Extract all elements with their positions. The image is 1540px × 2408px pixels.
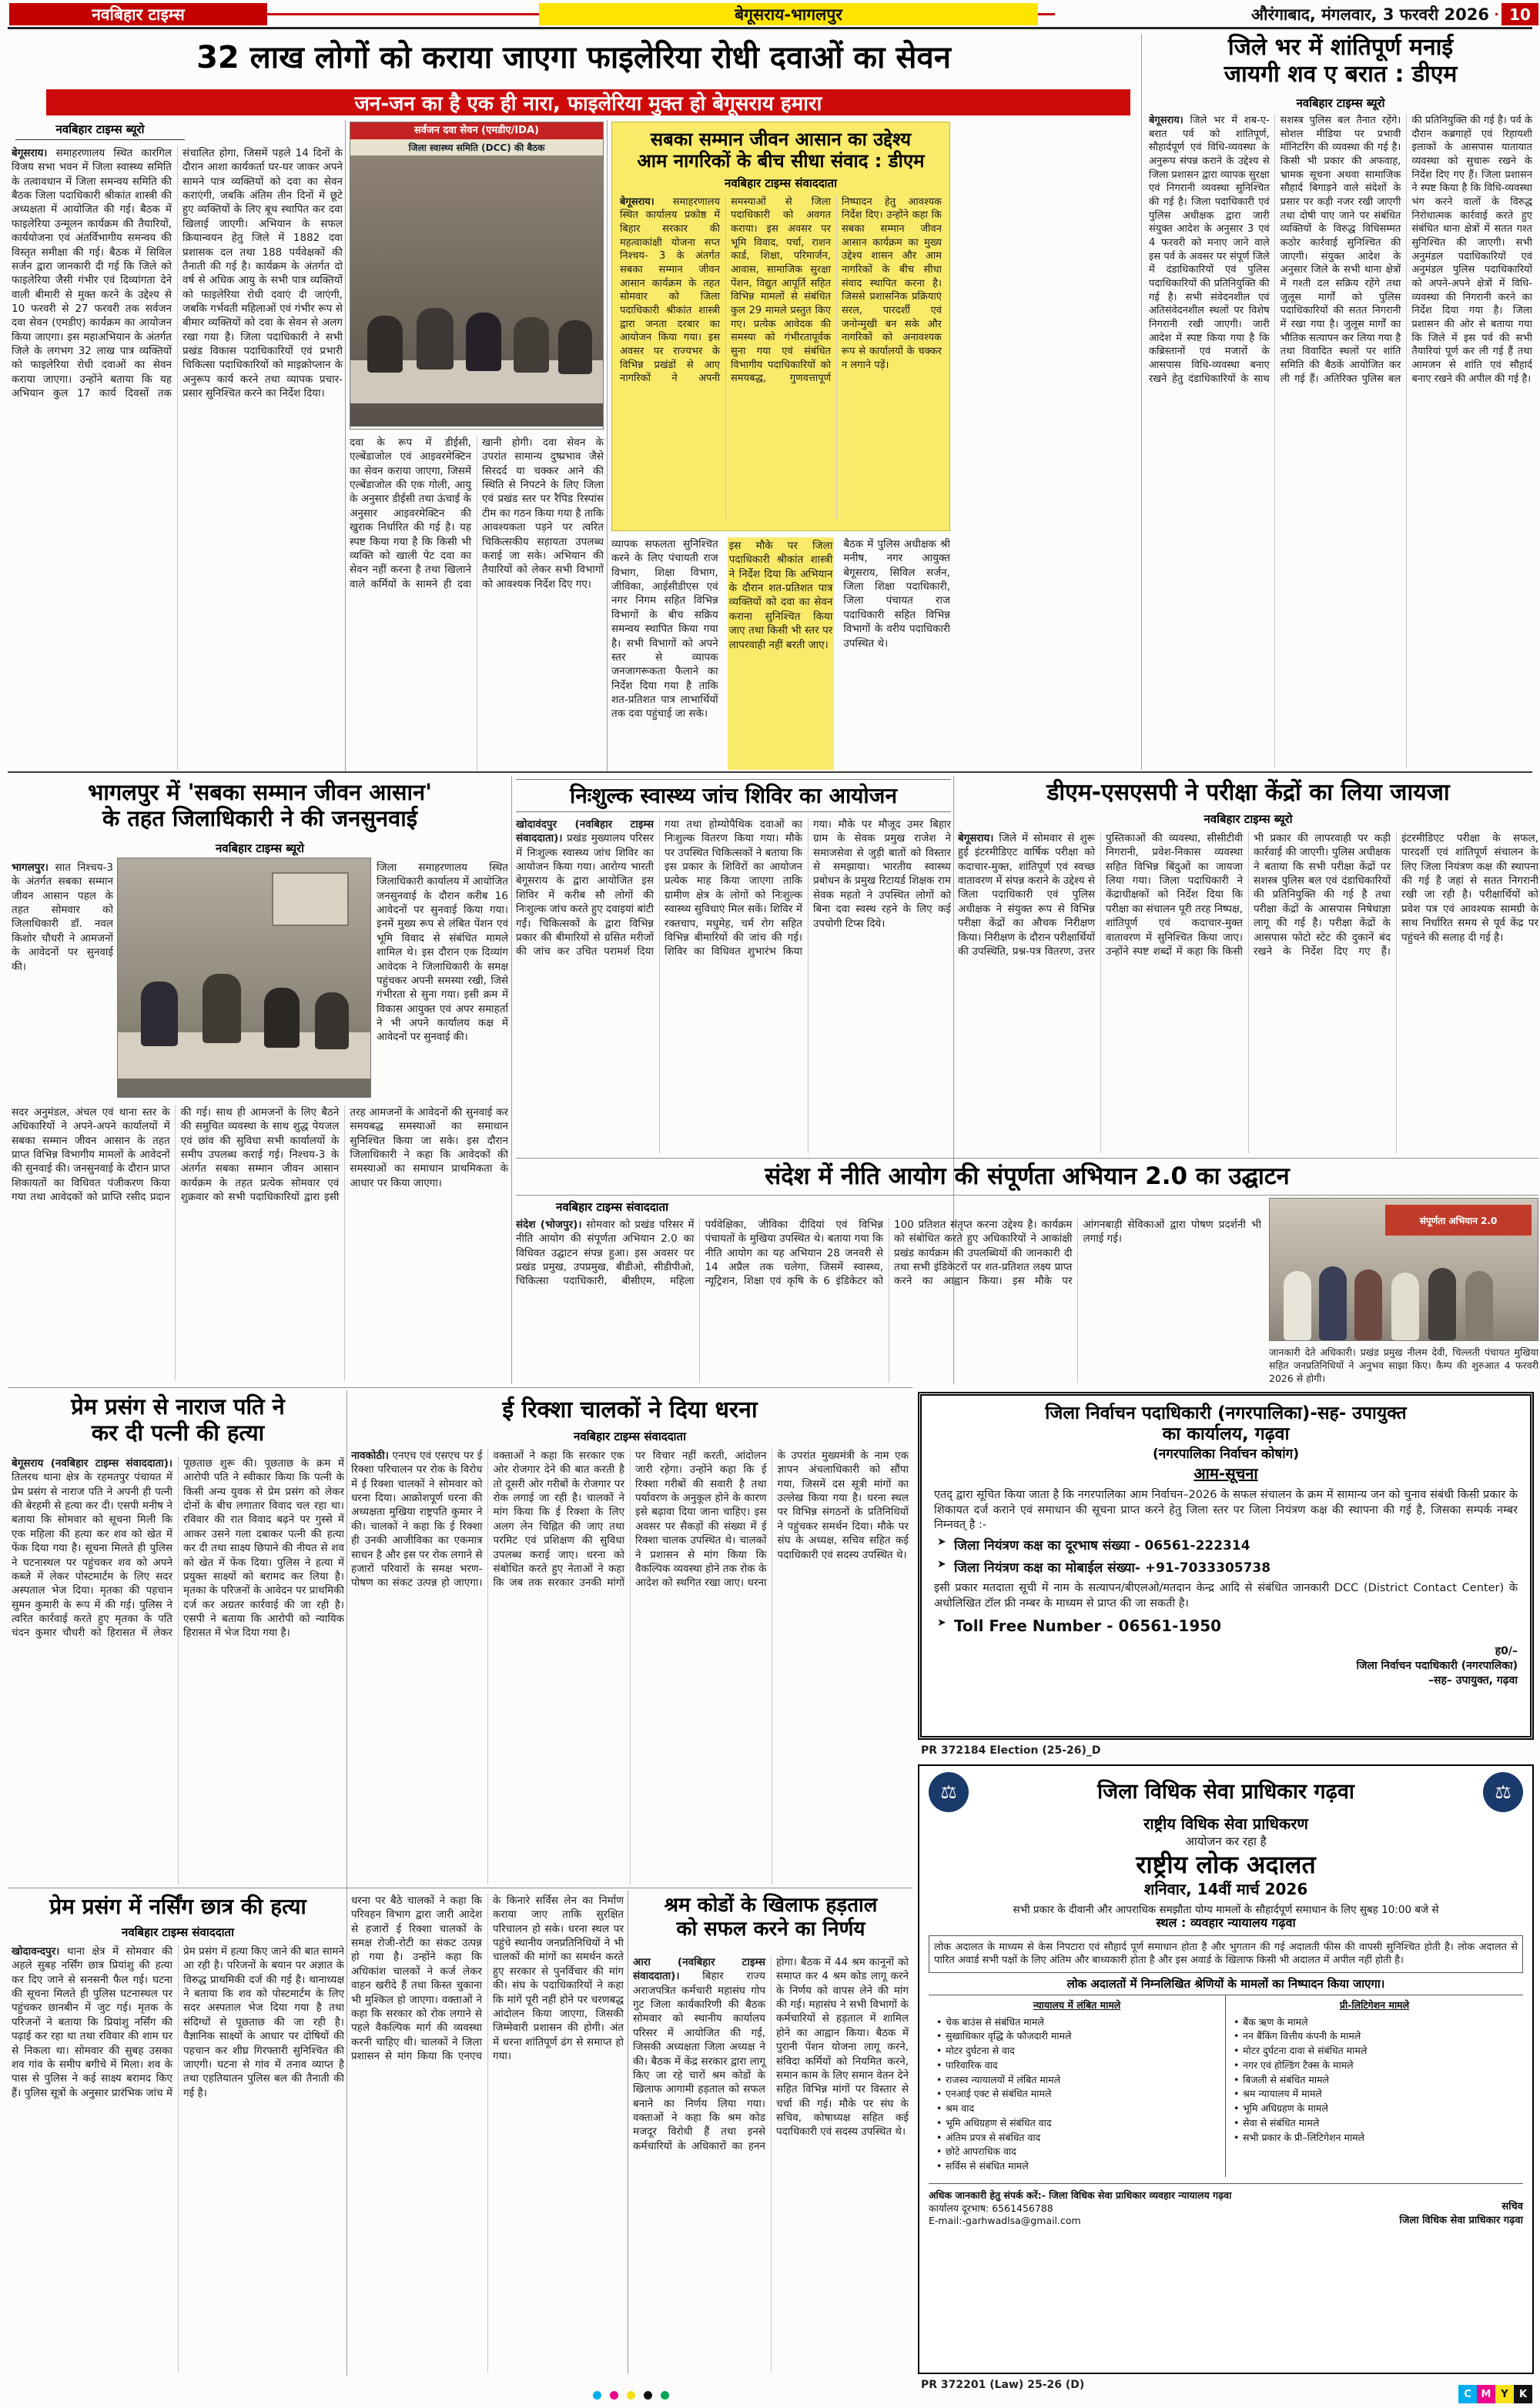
legal-organizing-line: आयोजन कर रहा है [1185,1834,1267,1848]
murder-wife-headline-line2: कर दी पत्नी की हत्या [91,1420,265,1446]
election-sign-dc: –सह– उपायुक्त, गढ़वा [1428,1674,1518,1687]
section-divider [8,1387,912,1388]
legal-email: E-mail:-garhwadlsa@gmail.com [929,2214,1081,2226]
person-figure [1354,1269,1382,1340]
cyan-dot-icon [593,2391,601,2400]
yellow-patch: Y [1495,2385,1514,2403]
person-figure [367,316,403,373]
election-phone2: ➤ जिला नियंत्रण कक्ष का मोबाईल संख्या- +91-7033305738 [934,1556,1518,1578]
nursing-headline: प्रेम प्रसंग में नर्सिंग छात्र की हत्या [49,1894,306,1919]
exam-dateline: बेगूसराय। [958,832,994,844]
column-divider [1141,34,1142,770]
election-para2: इसी प्रकार मतदाता सूची में नाम के सत्यापन/बीएलओ/मतदान केन्द्र आदि से संबंधित जानकारी DCC (District Contact Center) के अधोलिखित टॉल फ्री नम्बर के माध्यम से प्राप्त की जा सकती है। [934,1582,1518,1610]
samvad-byline: नवबिहार टाइम्स संवाददाता [725,176,837,190]
lead-body-left [12,146,343,770]
legal-col-right-list [1232,2015,1517,2145]
photo-scene [1270,1199,1538,1340]
exam-body-text: जिले में सोमवार से शुरू हुई इंटरमीडिएट वार्षिक परीक्षा को कदाचार-मुक्त, शांतिपूर्ण एवं स्वच्छ वातावरण में संपन्न कराने के उद्देश्य से जिला पदाधिकारी एवं पुलिस अधीक्षक ने संयुक्त रूप से विभिन्न परीक्षा केंद्रों का औचक निरीक्षण किया। निरीक्षण के दौरान परीक्षार्थियों की उपस्थिति, प्रश्न-पत्र वितरण, उत्तर पुस्तिकाओं की व्यवस्था, सीसीटीवी निगरानी, प्रवेश-निकास व्यवस्था सहित विभिन्न बिंदुओं का जायजा लिया गया। जिला पदाधिकारी ने केंद्राधीक्षकों को निर्देश दिया कि परीक्षा का संचालन पूरी तरह निष्पक्ष, शांतिपूर्ण एवं कदाचार-मुक्त वातावरण में सुनिश्चित किया जाए। उन्होंने स्पष्ट शब्दों में कहा कि किसी भी प्रकार की लापरवाही पर कड़ी कार्रवाई की जाएगी। पुलिस अधीक्षक ने बताया कि सभी परीक्षा केंद्रों पर सशस्त्र पुलिस बल एवं दंडाधिकारियों की प्रतिनियुक्ति की गई है तथा परीक्षा केंद्रों के आसपास निषेधाज्ञा लागू की गई है। परीक्षा केंद्रों के आसपास फोटो स्टेट की दुकानें बंद रखने के निर्देश दिए गए हैं। इंटरमीडिएट परीक्षा के सफल, पारदर्शी एवं शांतिपूर्ण संचालन के लिए जिला नियंत्रण कक्ष की स्थापना की गई है जहां से सतत निगरानी रखी जा रही है। परीक्षार्थियों को प्रवेश पत्र एवं आवश्यक सामग्री के साथ निर्धारित समय से पूर्व केंद्र पर पहुंचने की सलाह दी गई है। [958,832,1538,958]
person-figure [141,982,178,1046]
rickshaw-byline: नवबिहार टाइम्स संवाददाता [574,1430,686,1443]
list-item: • सेवा से संबंधित मामले [1232,2116,1517,2131]
person-figure [1391,1273,1419,1340]
person-figure [1319,1266,1347,1340]
jansunwai-byline: नवबिहार टाइम्स ब्यूरो [215,841,305,855]
legal-venue: स्थल : व्यवहार न्यायालय गढ़वा [1156,1915,1296,1930]
election-title-line2: का कार्यालय, गढ़वा [1162,1424,1290,1445]
samvad-headline-line2: आम नागरिकों के बीच सीधा संवाद : डीएम [637,150,925,172]
lead-cont-col1: व्यापक सफलता सुनिश्चित करने के लिए पंचायती राज विभाग, शिक्षा विभाग, जीविका, आईसीडीएस एवं नगर निगम सहित विभिन्न विभागों के बीच सक्रिय समन्वय स्थापित किया गया है। सभी विभागों को अपने स्तर से व्यापक जनजागरूकता फैलाने का निर्देश दिया गया है ताकि शत-प्रतिशत पात्र लाभार्थियों तक दवा पहुंचाई जा सके। [611,538,718,721]
nursing-dateline: खोदावन्दपुर। [12,1945,60,1958]
column-divider [511,776,512,1384]
column-divider [345,120,346,771]
shab-headline-line1: जिले भर में शांतिपूर्ण मनाई [1227,34,1454,61]
list-item: • सभी प्रकार के प्री–लिटिगेशन मामले [1232,2131,1517,2145]
niti-headline: संदेश में नीति आयोग की संपूर्णता अभियान 2.0 का उद्घाटन [765,1162,1290,1190]
niti-body-text: सोमवार को प्रखंड परिसर में नीति आयोग की संपूर्णता अभियान 2.0 का विधिवत उद्घाटन संपन्न हुआ। इस अवसर पर प्रखंड प्रमुख, उपप्रमुख, बीडीओ, सीडीपीओ, चिकित्सा पदाधिकारी, बीसीएम, महिला पर्यवेक्षिका, जीविका दीदियां एवं विभिन्न पंचायतों के मुखिया उपस्थित थे। बताया गया कि नीति आयोग का यह अभियान 28 जनवरी से 14 अप्रैल तक चलेगा, जिसमें स्वास्थ्य, न्यूट्रिशन, शिक्षा एवं कृषि के 6 इंडिकेटर को 100 प्रतिशत संतृप्त करना उद्देश्य है। कार्यक्रम को संबोधित करते हुए अधिकारियों ने आकांक्षी प्रखंड कार्यक्रम की उपलब्धियों की जानकारी दी तथा सभी इंडिकेटरों पर शत-प्रतिशत लक्ष्य प्राप्त करने का आह्वान किया। इस मौके पर आंगनबाड़ी सेविकाओं द्वारा पोषण प्रदर्शनी भी लगाई गई। [516,1219,1261,1288]
nursing-body [12,1945,344,2373]
wall-map [272,872,349,926]
rickshaw-body [351,1449,909,1885]
list-item: • मोटर दुर्घटना दावा से संबंधित मामले [1232,2044,1517,2059]
list-item: • छोटे आपराधिक वाद [935,2145,1219,2159]
magenta-patch: M [1477,2385,1495,2403]
photo-subbanner-text: जिला स्वास्थ्य समिति (DCC) की बैठक [350,139,603,156]
masthead [8,3,1532,29]
nursing-body-text: थाना क्षेत्र में सोमवार की अहले सुबह नर्सिंग छात्र प्रियांशु की हत्या कर दिए जाने से सनसनी फैल गई। घटना की सूचना मिलते ही पुलिस घटनास्थल पर पहुंचकर छानबीन में जुट गई। मृतक के परिजनों ने बताया कि प्रियांशु नर्सिंग की पढ़ाई कर रहा था तथा रविवार की शाम घर से निकला था। सोमवार की सुबह उसका शव गांव के समीप बगीचे में मिला। शव के पास से पुलिस ने कई साक्ष्य बरामद किए हैं। पुलिस सूत्रों के अनुसार प्रारंभिक जांच में प्रेम प्रसंग में हत्या किए जाने की बात सामने आ रही है। परिजनों के बयान पर अज्ञात के विरुद्ध प्राथमिकी दर्ज की गई है। थानाध्यक्ष ने बताया कि शव को पोस्टमार्टम के लिए सदर अस्पताल भेज दिया गया है तथा संदिग्धों से पूछताछ की जा रही है। वैज्ञानिक साक्ष्यों के आधार पर दोषियों की पहचान कर शीघ्र गिरफ्तारी सुनिश्चित की जाएगी। घटना से गांव में तनाव व्याप्त है तथा एहतियातन पुलिस बल की तैनाती की गई है। [12,1945,344,2099]
legal-pending-cases-column [929,1995,1226,2177]
election-pr-number: PR 372184 Election (25-26)_D [921,1744,1101,1757]
legal-pr-number: PR 372201 (Law) 25-26 (D) [921,2379,1085,2391]
section-divider [516,1158,1538,1159]
election-para1: एतद् द्वारा सूचित किया जाता है कि नगरपालिका आम निर्वाचन–2026 के सफल संचालन के क्रम में सामान्य जन को चुनाव संबंधी किसी प्रकार के शिकायत दर्ज कराने एवं समाधान की सूचना प्राप्त करने हेतु जिला स्तर पर जिला नियंत्रण कक्ष की स्थापना की गई है, जिसका सम्पर्क नम्बर निम्नवत् है :- [934,1488,1518,1532]
shab-body [1149,114,1532,768]
list-item: • चेक बाउंस से संबंधित मामले [935,2015,1219,2030]
labour-body-text: बिहार राज्य अराजपत्रित कर्मचारी महासंघ गोप गुट जिला कार्यकारिणी की बैठक सोमवार को स्थानीय कार्यालय परिसर में आयोजित की गई, जिसकी अध्यक्षता जिला अध्यक्ष ने की। बैठक में केंद्र सरकार द्वारा लागू किए जा रहे चारों श्रम कोडों के खिलाफ आगामी हड़ताल को सफल बनाने का निर्णय लिया गया। वक्ताओं ने कहा कि श्रम कोड मजदूर विरोधी हैं तथा इनसे कर्मचारियों के अधिकारों का हनन होगा। बैठक में 44 श्रम कानूनों को समाप्त कर 4 श्रम कोड लागू करने के निर्णय को वापस लेने की मांग की गई। महासंघ ने सभी विभागों के कर्मचारियों से हड़ताल में शामिल होने का आह्वान किया। बैठक में पुरानी पेंशन योजना लागू करने, संविदा कर्मियों को नियमित करने, समान काम के लिए समान वेतन देने सहित विभिन्न मांगों पर विस्तार से चर्चा की गई। मौके पर संघ के सचिव, कोषाध्यक्ष सहित कई पदाधिकारी एवं सदस्य उपस्थित थे। [633,1956,909,2152]
list-item: • राजस्व न्यायालयों में लंबित मामले [935,2073,1219,2088]
photo-dcc-meeting [350,122,604,430]
health-camp-headline: निःशुल्क स्वास्थ्य जांच शिविर का आयोजन [516,779,951,812]
person-figure [315,992,349,1049]
jansunwai-headline-line1: भागलपुर में 'सबका सम्मान जीवन आसान' [87,779,433,805]
lead-body-left-text: समाहरणालय स्थित कारगिल विजय सभा भवन में जिला स्वास्थ्य समिति के तत्वावधान में जिला समन्वय समिति की बैठक जिला पदाधिकारी श्रीकांत शास्त्री की अध्यक्षता में आयोजित की गई। बैठक में फाइलेरिया उन्मूलन कार्यक्रम की तैयारियों, कार्ययोजना एवं अंतर्विभागीय समन्वय की विस्तृत समीक्षा की गई। बैठक में सिविल सर्जन द्वारा जानकारी दी गई कि जिले को फाइलेरिया जैसी गंभीर एवं दिव्यांगता देने वाली बीमारी से मुक्त करने के उद्देश्य से 10 फरवरी से 27 फरवरी तक सर्वजन दवा सेवन (एमडीए) कार्यक्रम का आयोजन किया जाएगा। इस महाअभियान के अंतर्गत जिले के लगभग 32 लाख पात्र व्यक्तियों को फाइलेरिया रोधी दवाओं का सेवन कराया जाएगा। उन्होंने बताया कि यह अभियान कुल 17 कार्य दिवसों तक संचालित होगा, जिसमें पहले 14 दिनों के दौरान आशा कार्यकर्ता घर-घर जाकर अपने सामने पात्र व्यक्तियों को दवा का सेवन कराएंगी, जबकि अंतिम तीन दिनों में छूटे हुए व्यक्तियों के लिए बूथ स्थापित कर दवा खिलाई जाएगी। अभियान के सफल क्रियान्वयन हेतु जिले में 1882 दवा प्रशासक दल तथा 188 पर्यवेक्षकों की तैनाती की गई है। कार्यक्रम के अंतर्गत दो वर्ष से अधिक आयु के सभी पात्र व्यक्तियों को फाइलेरिया रोधी दवाएं दी जाएंगी, जबकि गर्भवती महिलाओं एवं गंभीर रूप से बीमार व्यक्तियों को दवा के सेवन से अलग रखा गया है। जिला पदाधिकारी ने सभी प्रखंड विकास पदाधिकारियों एवं प्रभारी चिकित्सा पदाधिकारियों को माइक्रोप्लान के अनुरूप कार्य करने तथा व्यापक प्रचार-प्रसार सुनिश्चित करने का निर्देश दिया। [12,147,343,400]
rickshaw-headline: ई रिक्शा चालकों ने दिया धरना [502,1396,758,1423]
legal-notice-box [918,1764,1534,2374]
photo-scene [118,858,370,1097]
list-item: • श्रम वाद [935,2102,1219,2116]
person-figure [264,988,300,1048]
person-figure [558,320,592,374]
legal-col-left-title: न्यायालय में लंबित मामले [1033,1998,1121,2011]
murder-wife-body-text: तिलरथ थाना क्षेत्र के रहमतपुर पंचायत में प्रेम प्रसंग से नाराज पति ने अपनी ही पत्नी की बेरहमी से हत्या कर दी। एसपी मनीष ने बताया कि सोमवार को सूचना मिली कि एक महिला की हत्या कर शव को खेत में फेंक दिया गया है। सूचना मिलते ही पुलिस ने घटनास्थल पर पहुंचकर शव को अपने कब्जे में लेकर पोस्टमार्टम के लिए सदर अस्पताल भेज दिया। मृतका की पहचान सुमन कुमारी के रूप में की गई। पुलिस ने त्वरित कार्रवाई करते हुए मृतका के पति चंदन कुमार चौधरी को हिरासत में लेकर पूछताछ शुरू की। पूछताछ के क्रम में आरोपी पति ने स्वीकार किया कि पत्नी के किसी अन्य युवक से प्रेम प्रसंग को लेकर दोनों के बीच लगातार विवाद चल रहा था। रविवार की रात विवाद बढ़ने पर गुस्से में आकर उसने गला दबाकर पत्नी की हत्या कर दी तथा साक्ष्य छिपाने की नीयत से शव को खेत में फेंक दिया। पुलिस ने हत्या में प्रयुक्त साक्ष्यों को बरामद कर लिया है। मृतका के परिजनों के आवेदन पर प्राथमिकी दर्ज कर अग्रतर कार्रवाई की जा रही है। एसपी ने बताया कि आरोपी को न्यायिक हिरासत में भेज दिया गया है। [12,1457,344,1640]
labour-dateline: आरा (नवबिहार टाइम्स संवाददाता)। [633,1956,765,1983]
jansunwai-headline-line2: के तहत जिलाधिकारी ने की जनसुनवाई [102,805,417,832]
samvad-headline [620,129,942,172]
shab-body-text: जिले भर में शब-ए-बरात पर्व को शांतिपूर्ण, सौहार्दपूर्ण एवं विधि-व्यवस्था के अनुरूप संपन्न कराने के उद्देश्य से जिला प्रशासन द्वारा व्यापक सुरक्षा एवं निगरानी व्यवस्था सुनिश्चित की गई है। जिला पदाधिकारी एवं पुलिस अधीक्षक द्वारा जारी संयुक्त आदेश के अनुसार 3 एवं 4 फरवरी को मनाए जाने वाले इस पर्व के अवसर पर संपूर्ण जिले में दंडाधिकारियों एवं पुलिस पदाधिकारियों की प्रतिनियुक्ति की गई है। सभी संवेदनशील एवं अतिसंवेदनशील स्थलों पर विशेष निगरानी रखी जाएगी। जारी आदेश में स्पष्ट किया गया है कि कब्रिस्तानों एवं मजारों के आसपास विधि-व्यवस्था बनाए रखने हेतु दंडाधिकारियों के साथ सशस्त्र पुलिस बल तैनात रहेंगे। सोशल मीडिया पर प्रभावी मॉनिटरिंग की व्यवस्था की गई है। किसी भी प्रकार की अफवाह, भ्रामक सूचना अथवा सामाजिक सौहार्द बिगाड़ने वाले संदेशों के प्रसार पर कड़ी नजर रखी जाएगी तथा दोषी पाए जाने पर संबंधित व्यक्तियों के विरुद्ध विधिसम्मत कठोर कार्रवाई सुनिश्चित की जाएगी। संयुक्त आदेश के अनुसार जिले के सभी थाना क्षेत्रों में गश्ती दल सक्रिय रहेंगे तथा जुलूस मार्गों को पुलिस पदाधिकारियों की सतत निगरानी में रखा गया है। जुलूस मार्गों का भौतिक सत्यापन कर लिया गया है तथा विवादित स्थलों पर शांति समिति की बैठकें आयोजित कर ली गई हैं। अतिरिक्त पुलिस बल की प्रतिनियुक्ति की गई है। पर्व के दौरान कब्रगाहों एवं रिहायशी इलाकों के आसपास यातायात व्यवस्था को सुचारू रखने के निर्देश दिए गए हैं। जिला प्रशासन ने स्पष्ट किया है कि विधि-व्यवस्था भंग करने वालों के विरुद्ध निरोधात्मक कार्रवाई करते हुए संबंधित थाना क्षेत्रों में सतत गश्त सुनिश्चित की जाएगी। सभी अनुमंडल पदाधिकारियों एवं अनुमंडल पुलिस पदाधिकारियों को अपने-अपने क्षेत्रों में विधि-व्यवस्था की निगरानी करने का निर्देश दिया गया है। जिला प्रशासन की ओर से बताया गया कि जिले में इस पर्व की सभी तैयारियां पूर्ण कर ली गई हैं तथा आमजन से शांति एवं सौहार्द बनाए रखने की अपील की गई है। [1149,115,1532,385]
list-item: • अंतिम प्रपत्र से संबंधित वाद [935,2131,1219,2145]
legal-para: लोक अदालत के माध्यम से केस निपटारा एवं सौहार्द पूर्ण समाधान होता है और भुगतान की गई अदालती फीस की वापसी सुनिश्चित होती है। लोक अदालत से पारित अवार्ड सभी पक्षों के लिए अंतिम और बाध्यकारी होता है और इस अवार्ड के खिलाफ किसी भी अदालत में अपील नहीं होती है। [929,1935,1523,1973]
list-item: • भूमि अधिग्रहण से संबंधित वाद [935,2116,1219,2131]
shab-headline-line2: जायगी शव ए बरात : डीएम [1224,61,1458,89]
health-camp-body-text: प्रखंड मुख्यालय परिसर में निःशुल्क स्वास्थ्य जांच शिविर का आयोजन किया गया। आरोग्य भारती बेगूसराय के द्वारा आयोजित इस शिविर में करीब सौ लोगों की निःशुल्क जांच करते हुए दवाइयां बांटी गईं। चिकित्सकों के द्वारा विभिन्न प्रकार की बीमारियों से ग्रसित मरीजों की जांच कर उचित परामर्श दिया गया तथा होम्योपैथिक दवाओं का निःशुल्क वितरण किया गया। मौके पर उपस्थित चिकित्सकों ने बताया कि इस प्रकार के शिविरों का आयोजन प्रत्येक माह किया जाएगा ताकि ग्रामीण क्षेत्र के लोगों को निःशुल्क स्वास्थ्य सुविधाएं मिल सकें। शिविर में रक्तचाप, मधुमेह, चर्म रोग सहित विभिन्न बीमारियों की जांच की गई। शिविर का विधिवत शुभारंभ किया गया। मौके पर मौजूद उमर बिहार ग्राम के सेवक प्रमुख राजेश ने समाजसेवा से जुड़ी बातों को विस्तार से समझाया। भारतीय स्वास्थ्य प्रबोधन के प्रमुख रिटायर्ड शिक्षक राम सेवक महतो ने उपस्थित लोगों को बिना दवा स्वस्थ रहने के लिए कई उपयोगी टिप्स दिये। [516,818,951,958]
shab-dateline: बेगूसराय। [1149,115,1183,126]
nursing-byline: नवबिहार टाइम्स संवाददाता [122,1925,234,1939]
photo-niti-aayog [1269,1198,1538,1341]
exam-byline: नवबिहार टाइम्स ब्यूरो [1204,812,1293,826]
election-phone1: ➤ जिला नियंत्रण कक्ष का दूरभाष संख्या - 06561-222314 [934,1533,1518,1556]
exam-body [958,831,1538,1153]
legal-sign-org: जिला विधिक सेवा प्राधिकार गढ़वा [1399,2214,1523,2226]
legal-time-line: सभी प्रकार के दीवानी और आपराधिक समझौता योग्य मामलों के सौहार्दपूर्ण समाधान के लिए सुबह 10:00 बजे से [1013,1903,1439,1916]
list-item: • एनआई एक्ट से संबंधित मामले [935,2087,1219,2102]
list-item: • मोटर दुर्घटना से वाद [935,2044,1219,2059]
legal-org-title: जिला विधिक सेवा प्राधिकार गढ़वा [1097,1780,1354,1804]
registration-dots [593,2388,674,2403]
legal-list-heading: लोक अदालतों में निम्नलिखित श्रेणियों के मामलों का निष्पादन किया जाएगा। [1066,1977,1385,1992]
lead-byline: नवबिहार टाइम्स ब्यूरो [15,122,185,140]
person-figure [203,974,241,1043]
paper-name: नवबिहार टाइम्स [9,3,267,25]
person-figure [1284,1271,1311,1340]
justice-emblem-icon [1483,1772,1523,1812]
list-item: • श्रम न्यायालय में मामले [1232,2087,1517,2102]
yellow-dot-icon [627,2391,635,2400]
labour-headline-line1: श्रम कोडों के खिलाफ हड़ताल [664,1894,878,1917]
lead-cont-col3: बैठक में पुलिस अधीक्षक श्री मनीष, नगर आयुक्त बेगूसराय, सिविल सर्जन, जिला शिक्षा पदाधिकारी, जिला पंचायत राज पदाधिकारी सहित विभिन्न विभागों के वरीय पदाधिकारी उपस्थित थे। [843,538,950,650]
murder-wife-body [12,1457,344,1885]
niti-photo-caption: जानकारी देते अधिकारी। प्रखंड प्रमुख नीलम देवी, चिल्लती पंचायत मुखिया सहित जनप्रतिनिधियों ने अनुभव साझा किए। कैम्प की शुरुआत 4 फरवरी 2026 से होगी। [1269,1346,1538,1384]
legal-prelitigation-column [1226,1995,1523,2177]
list-item: • नन बैंकिंग वित्तीय कंपनी के मामले [1232,2029,1517,2044]
labour-headline-line2: को सफल करने का निर्णय [676,1917,865,1941]
samvad-article [611,122,950,531]
column-divider [607,120,608,771]
lead-continuation [611,537,950,770]
election-title-line1: जिला निर्वाचन पदाधिकारी (नगरपालिका)-सह- उपायुक्त [1045,1403,1407,1423]
election-sign-officer: जिला निर्वाचन पदाधिकारी (नगरपालिका) [1356,1660,1518,1673]
election-subtitle: आम-सूचना [1194,1464,1258,1483]
jansunwai-body-left-text: सात निश्चय-3 के अंतर्गत सबका सम्मान जीवन आसान पहल के तहत सोमवार को जिलाधिकारी डॉ. नवल किशोर चौधरी ने आमजनों के आवेदनों पर सुनवाई की। [12,861,113,973]
rickshaw-body-text: एनएच एवं एसएच पर ई रिक्शा परिचालन पर रोक के विरोध में ई रिक्शा चालकों ने सोमवार को धरना दिया। आक्रोशपूर्ण धरना की अध्यक्षता मुखिया राष्ट्रपति कुमार ने की। चालकों ने कहा कि ई रिक्शा ही उनकी आजीविका का एकमात्र साधन है और इस पर रोक लगाने से हजारों परिवारों के समक्ष भरण-पोषण का संकट उत्पन्न हो जाएगा। वक्ताओं ने कहा कि सरकार एक ओर रोजगार देने की बात करती है तो दूसरी ओर गरीबों के रोजगार पर रोक लगाई जा रही है। चालकों ने मांग किया कि ई रिक्शा के लिए अलग लेन चिह्नित की जाए तथा परमिट एवं प्रशिक्षण की सुविधा उपलब्ध कराई जाए। धरना को संबोधित करते हुए नेताओं ने कहा कि जब तक सरकार उनकी मांगों पर विचार नहीं करती, आंदोलन जारी रहेगा। उन्होंने कहा कि ई रिक्शा गरीबों की सवारी है तथा पर्यावरण के अनुकूल होने के कारण इसे बढ़ावा दिया जाना चाहिए। इस अवसर पर सैकड़ों की संख्या में ई रिक्शा चालक उपस्थित थे। चालकों ने प्रशासन से मांग किया कि वैकल्पिक व्यवस्था होने तक रोक के आदेश को स्थगित रखा जाए। धरना के उपरांत मुख्यमंत्री के नाम एक ज्ञापन अंचलाधिकारी को सौंपा गया, जिसमें दस सूत्री मांगों का उल्लेख किया गया है। धरना स्थल पर विभिन्न संगठनों के प्रतिनिधियों ने पहुंचकर समर्थन दिया। मौके पर संघ के अध्यक्ष, सचिव सहित कई पदाधिकारी एवं सदस्य उपस्थित थे। [351,1450,909,1590]
lead-body-mid: दवा के रूप में डीईसी, एल्बेंडाजोल एवं आइवरमेक्टिन का सेवन कराया जाएगा, जिसमें एल्बेंडाजोल की एक गोली, आयु के अनुसार डीईसी तथा ऊंचाई के अनुसार आइवरमेक्टिन की खुराक निर्धारित की गई है। यह स्पष्ट किया गया है कि किसी भी व्यक्ति को खाली पेट दवा का सेवन नहीं करना है तथा खिलाने वाले कर्मियों के सामने ही दवा खानी होगी। दवा सेवन के उपरांत सामान्य दुष्प्रभाव जैसे सिरदर्द या चक्कर आने की स्थिति से निपटने के लिए जिला एवं प्रखंड स्तर पर रैपिड रिस्पांस टीम का गठन किया गया है ताकि आवश्यकता पड़ने पर त्वरित चिकित्सकीय सहायता उपलब्ध कराई जा सके। अभियान की तैयारियों को लेकर सभी विभागों को आवश्यक निर्देश दिए गए। [350,436,604,590]
person-figure [466,313,501,371]
scales-icon [929,1772,969,1812]
section-divider [8,771,1532,773]
list-item: • भूमि अधिग्रहण के मामले [1232,2102,1517,2116]
masthead-date: औरंगाबाद, मंगलवार, 3 फरवरी 2026 [1055,3,1495,25]
niti-dateline: संदेश (भोजपुर)। [516,1219,582,1231]
list-item: • बिजली से संबंधित मामले [1232,2073,1517,2088]
list-item: • सुखाधिकार वृद्धि के फौजदारी मामले [935,2029,1219,2044]
samvad-dateline: बेगूसराय। [620,196,654,208]
lead-cont-col2: इस मौके पर जिला पदाधिकारी श्रीकांत शास्त्री ने निर्देश दिया कि अभियान के दौरान शत-प्रतिशत पात्र व्यक्तियों को दवा का सेवन कराना सुनिश्चित किया जाए तथा किसी भी स्तर पर लापरवाही नहीं बरती जाए। [728,537,835,770]
niti-byline: नवबिहार टाइम्स संवाददाता [556,1200,668,1214]
list-item: • सर्विस से संबंधित मामले [935,2159,1219,2174]
jansunwai-body-right: जिला समाहरणालय स्थित जिलाधिकारी कार्यालय में आयोजित जनसुनवाई के दौरान करीब 16 आवेदनों पर सुनवाई किया गया। इनमें मुख्य रूप से लंबित पेंशन एवं भूमि विवाद से संबंधित मामले शामिल थे। इस दौरान एक दिव्यांग आवेदक ने जिलाधिकारी के समक्ष पहुंचकर अपनी समस्या रखी, जिसे गंभीरता से सुना गया। इसी क्रम में विकास आयुक्त एवं अपर समाहर्ता ने भी अपने कार्यालय कक्ष में आवेदनों पर सुनवाई की। [377,861,508,1044]
legal-col-right-title: प्री-लिटिगेशन मामले [1339,1998,1410,2011]
lead-dateline: बेगूसराय। [12,147,48,159]
jansunwai-body-left [12,861,113,1099]
labour-headline [633,1894,909,1941]
samvad-body-text: समाहरणालय स्थित कार्यालय प्रकोष्ठ में बिहार सरकार की महत्वाकांक्षी योजना सप्त निश्चय- 3 के अंतर्गत सबका सम्मान जीवन आसान कार्यक्रम के तहत सोमवार को जिला पदाधिकारी श्रीकांत शास्त्री द्वारा जनता दरबार का आयोजन किया गया। इस अवसर पर राज्यभर के विभिन्न प्रखंडों से आए नागरिकों ने अपनी समस्याओं से जिला पदाधिकारी को अवगत कराया। इस अवसर पर भूमि विवाद, पर्चा, राशन कार्ड, शिक्षा, परिमार्जन, आवास, सामाजिक सुरक्षा पेंशन, विद्युत आपूर्ति सहित विभिन्न मामलों से संबंधित कुल 29 मामले प्रस्तुत किए गए। प्रत्येक आवेदक की समस्या को गंभीरतापूर्वक सुना गया एवं संबंधित विभागीय पदाधिकारियों को समयबद्ध, गुणवत्तापूर्ण निष्पादन हेतु आवश्यक निर्देश दिए। उन्होंने कहा कि सबका सम्मान जीवन आसान कार्यक्रम का मुख्य उद्देश्य शासन और आम नागरिकों के बीच सीधा संवाद स्थापित करना है। जिससे प्रशासनिक प्रक्रियाएं सरल, पारदर्शी एवं जनोन्मुखी बन सके और नागरिकों को अनावश्यक रूप से कार्यालयों के चक्कर न लगाने पड़ें। [620,196,942,385]
section-divider [516,1195,1538,1196]
person-figure [514,317,549,373]
lead-slogan-banner: जन-जन का है एक ही नारा, फाइलेरिया मुक्त हो बेगूसराय हमारा [46,89,1130,115]
shab-byline: नवबिहार टाइम्स ब्यूरो [1296,96,1385,110]
samvad-headline-line1: सबका सम्मान जीवन आसान का उद्देश्य [650,129,912,150]
shab-headline [1149,34,1532,89]
black-dot-icon [644,2391,652,2400]
jansunwai-headline [12,779,508,831]
murder-wife-dateline: बेगूसराय (नवबिहार टाइम्स संवाददाता)। [12,1457,172,1470]
legal-contact-line: अधिक जानकारी हेतु संपर्क करें:- जिला विधिक सेवा प्राधिकार व्यवहार न्यायालय गढ़वा [929,2189,1232,2201]
photo-banner-text: सर्वजन दवा सेवन (एमडीए/IDA) [350,122,603,139]
election-title-line3: (नगरपालिका निर्वाचन कोषांग) [1153,1446,1299,1463]
legal-sign-secretary: सचिव [1502,2200,1523,2212]
exam-headline: डीएम-एसएसपी ने परीक्षा केंद्रों का लिया जायजा [1046,779,1450,806]
election-notice-box [918,1392,1534,1740]
jansunwai-body-cont: सदर अनुमंडल, अंचल एवं थाना स्तर के अधिकारियों ने अपने-अपने कार्यालयों में सबका सम्मान जीवन आसान के तहत प्राप्त विभिन्न विभागीय मामलों के आवेदनों की सुनवाई की। जनसुनवाई के दौरान प्राप्त शिकायतों का विधिवत पंजीकरण किया गया तथा आवेदकों को प्राप्ति रसीद प्रदान की गई। साथ ही आमजनों के लिए बैठने की समुचित व्यवस्था के साथ शुद्ध पेयजल एवं छांव की सुविधा सभी कार्यालयों के समीप उपलब्ध कराई गई। निश्चय-3 के अंतर्गत सबका सम्मान जीवन आसान कार्यक्रम के तहत प्रत्येक सोमवार एवं शुक्रवार को सभी पदाधिकारियों द्वारा इसी तरह आमजनों के आवेदनों की सुनवाई कर समयबद्ध समस्याओं का समाधान सुनिश्चित किया जा सके। इस दौरान जिलाधिकारी ने कहा कि आवेदकों की समस्याओं का समाधान प्राथमिकता के आधार पर किया जाएगा। [12,1106,508,1204]
rickshaw-body-continuation: धरना पर बैठे चालकों ने कहा कि परिवहन विभाग द्वारा जारी आदेश से हजारों ई रिक्शा चालकों के समक्ष रोजी-रोटी का संकट उत्पन्न हो गया है। उन्होंने कहा कि अधिकांश चालकों ने कर्ज लेकर वाहन खरीदे हैं तथा किस्त चुकाना भी मुश्किल हो जाएगा। वक्ताओं ने कहा कि सरकार को रोक लगाने से पहले वैकल्पिक मार्ग की व्यवस्था करनी चाहिए थी। चालकों ने जिला प्रशासन से मांग किया कि एनएच के किनारे सर्विस लेन का निर्माण कराया जाए ताकि सुरक्षित परिचालन हो सके। धरना स्थल पर पहुंचे स्थानीय जनप्रतिनिधियों ने भी चालकों की मांगों का समर्थन करते हुए सरकार से पुनर्विचार की मांग की। संघ के पदाधिकारियों ने कहा कि मांगें पूरी नहीं होने पर चरणबद्ध आंदोलन किया जाएगा, जिसकी जिम्मेवारी प्रशासन की होगी। अंत में धरना शांतिपूर्ण ढंग से समाप्त हो गया। [351,1895,624,2062]
list-item: • बैंक ऋण के मामले [1232,2015,1517,2030]
cyan-patch: C [1458,2385,1477,2403]
list-item: • पारिवारिक वाद [935,2059,1219,2073]
legal-phone: कार्यालय दूरभाष: 6561456788 [929,2202,1053,2214]
health-camp-dateline: खोदावंदपुर (नवबिहार टाइम्स संवाददाता)। [516,818,654,845]
election-tollfree: ➤ Toll Free Number - 06561-1950 [934,1614,1518,1637]
photo-scene [350,156,603,426]
green-dot-icon [661,2391,669,2400]
niti-body [516,1218,1261,1383]
rickshaw-dateline: नावकोठी। [351,1450,389,1462]
murder-wife-headline-line1: प्रेम प्रसंग से नाराज पति ने [71,1393,285,1420]
cmyk-strip [1458,2385,1532,2403]
edition-name: बेगूसराय-भागलपुर [539,3,1038,25]
labour-body [633,1955,909,2373]
election-sign-ho: ह0/– [1495,1645,1518,1658]
samvad-body [620,196,942,519]
murder-wife-headline [12,1393,344,1446]
legal-col-left-list [935,2015,1219,2174]
health-camp-body [516,818,951,1153]
legal-authority-line: राष्ट्रीय विधिक सेवा प्राधिकरण [1143,1814,1308,1833]
list-item: • नगर एवं होल्डिंग टैक्स के मामले [1232,2059,1517,2073]
legal-event-name: राष्ट्रीय लोक अदालत [1136,1849,1316,1879]
lead-headline: 32 लाख लोगों को कराया जाएगा फाइलेरिया रोधी दवाओं का सेवन [196,40,951,75]
photo-jansunwai [117,858,371,1098]
person-figure [1465,1271,1493,1340]
page-number: 10 [1502,3,1538,25]
event-banner: संपूर्णता अभियान 2.0 [1385,1205,1532,1236]
person-figure [417,308,454,370]
black-patch: K [1514,2385,1532,2403]
jansunwai-dateline: भागलपुर। [12,861,49,874]
legal-event-date: शनिवार, 14वीं मार्च 2026 [1143,1880,1308,1899]
magenta-dot-icon [610,2391,618,2400]
person-figure [1428,1268,1456,1340]
column-divider [346,1390,347,2376]
